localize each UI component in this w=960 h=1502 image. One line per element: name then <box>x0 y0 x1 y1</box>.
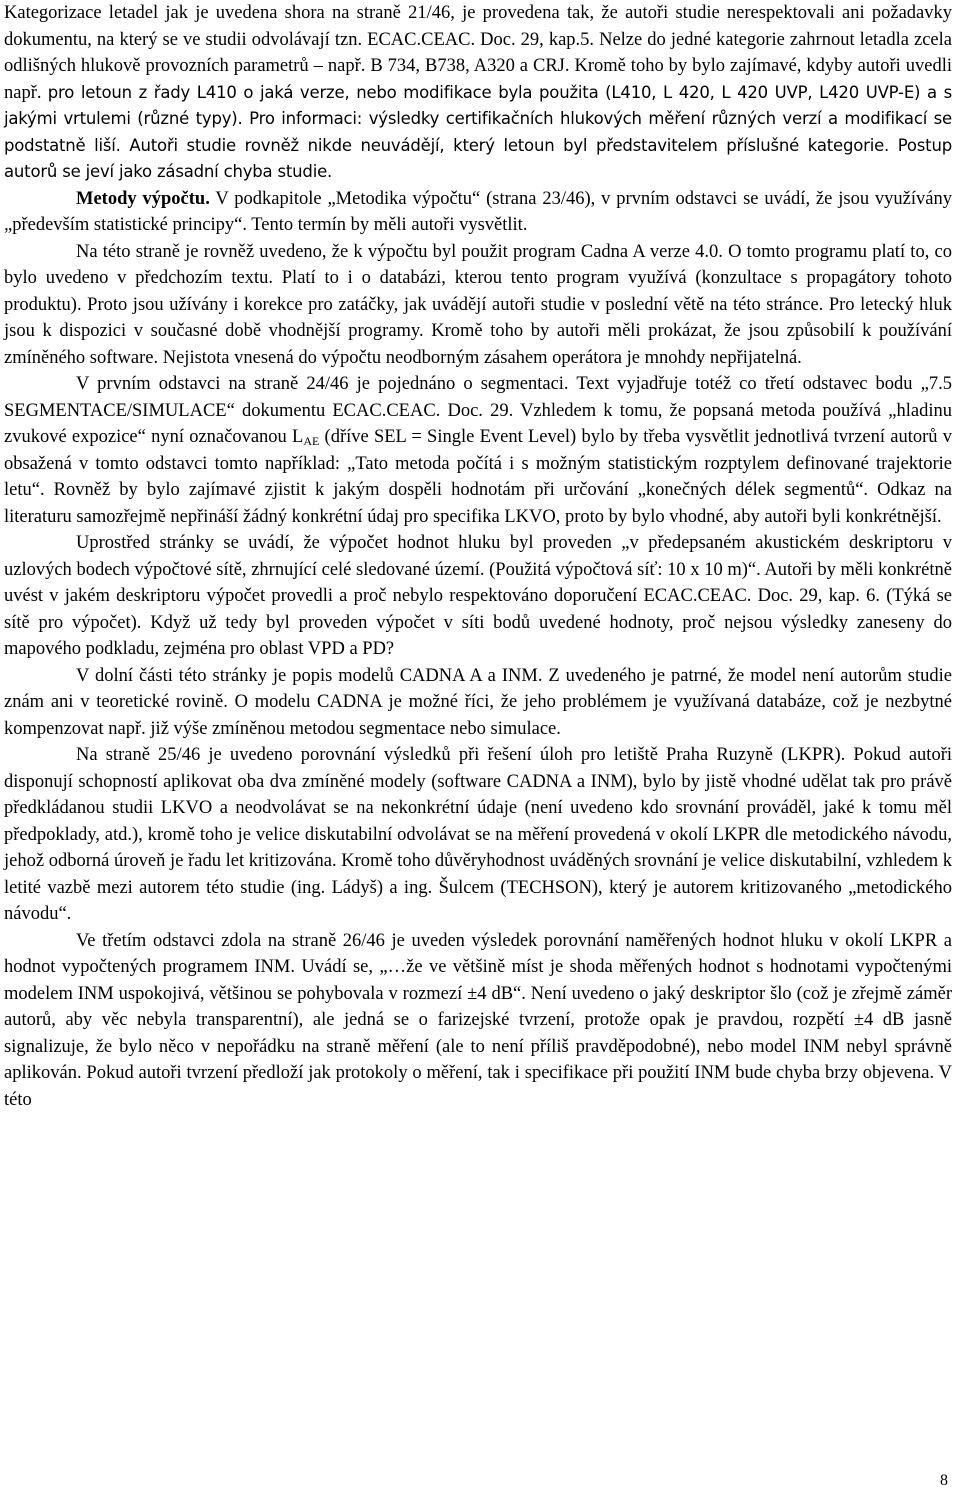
paragraph-aircraft-categorization <box>4 0 952 186</box>
section-heading: Metody výpočtu. <box>76 188 210 209</box>
paragraph-lkpr-comparison <box>4 742 952 928</box>
paragraph-text: Na straně 25/46 je uvedeno porovnání výsledků při řešení úloh pro letiště Praha Ruzyně (LKPR). Pokud autoři disponují schopností aplikovat oba dva zmíněné modely (software CADNA a INM), bylo by jistě vhodné udělat tak pro právě předkládanou studii LKVO a neodvolávat se na nekonkrétní údaje (není uvedeno kdo srovnání prováděl, jaké k tomu měl předpoklady, atd.), kromě toho je velice diskutabilní odvolávat se na měření provedená v okolí LKPR dle metodického návodu, jehož odborná úroveň je řadu let kritizována. Kromě toho důvěryhodnost uváděných srovnání je velice diskutabilní, vzhledem k letité vazbě mezi autorem této studie (ing. Ládyš) a ing. Šulcem (TECHSON), <box>4 745 952 898</box>
paragraph-text-sans: pro letoun z řady L410 o jaká verze, nebo modifikace byla použita (L410, L 420, L 420 UVP, L420 UVP-E) a s jakými vrtulemi (různé typy). Pro informaci: výsledky certifikačních hlukových měření různých verzí a modifikací se podstatně liší. Autoři studie rovněž nikde neuvádějí, který letoun byl představitelem příslušné kategorie. Postup autorů se jeví jako zásadní chyba studie. <box>4 82 952 181</box>
paragraph-text: (dříve SEL = Single Event Level) bylo by třeba vysvětlit jednotlivá tvrzení autorů v obsažená v tomto odstavci tomto například: „Tato metoda počítá i s možným statistickým rozptylem definované trajektorie letu“. Rovněž by bylo zajímavé zjistit k jakým dospěli hodnotám při určování „konečných délek segmentů“. Odkaz na literaturu samozřejmě nepřináší žádný konkrétní údaj pro specifika LKVO, proto by bylo vhodné, aby autoři byli konkrétnější. <box>4 427 952 527</box>
paragraph-cadna-program: Na této straně je rovněž uvedeno, že k výpočtu byl použit program Cadna A verze 4.0. O tomto programu platí to, co bylo uvedeno v předchozím textu. Platí to i o databázi, kterou tento program využívá (konzultace s propagátory tohoto produktu). Proto jsou užívány i korekce pro zatáčky, jak uvádějí autoři studie v poslední větě na této stránce. Pro letecký hluk jsou k dispozici v současné době vhodnější programy. Kromě toho by autoři měli prokázat, že jsou způsobilí k používání zmíněného software. Nejistota vnesená do výpočtu neodborným zásahem operátora je mnohdy nepřijatelná. <box>4 241 952 368</box>
paragraph-segmentation <box>4 371 952 530</box>
paragraph-text: který je autorem kritizovaného „metodického návodu“. <box>4 877 952 924</box>
paragraph-calculation-methods <box>4 186 952 239</box>
page-number: 8 <box>940 1472 948 1489</box>
paragraph-text: Kategorizace letadel jak je uvedena shora na straně 21/46, je provedena tak, že autoři studie nerespektovali ani požadavky dokumentu, na který se ve studii odvolávají tzn. ECAC.CEAC. Doc. 29, kap.5. Nelze do jedné kategorie zahrnout letadla zcela odlišných hlukově provozních parametrů – např. B 734, B738, A320 a CRJ. Kromě toho by bylo zajímavé, kdyby autoři uvedli např. <box>4 3 952 103</box>
paragraph-measurement-results: Ve třetím odstavci zdola na straně 26/46 je uveden výsledek porovnání naměřených hodnot hluku v okolí LKPR a hodnot vypočtených programem INM. Uvádí se, „…že ve většině míst je shoda měřených hodnot s hodnotami vypočtenými modelem INM uspokojivá, většinou se pohybovala v rozmezí ±4 dB“. Není uvedeno o jaký deskriptor šlo (což je zřejmě záměr autorů, aby věc nebyla transparentní), ale jedná se o farizejské tvrzení, protože opak je pravdou, rozpětí ±4 dB jasně signalizuje, že bylo něco v nepořádku na straně měření (ale to není příliš pravděpodobné), nebo model INM nebyl správně aplikován. Pokud autoři tvrzení předloží jak protokoly o měření, tak i specifikace při použití INM bude chyba brzy objevena. V této <box>4 930 952 1110</box>
document-body <box>4 0 952 1113</box>
paragraph-calculation-grid: Uprostřed stránky se uvádí, že výpočet hodnot hluku byl proveden „v předepsaném akustickém deskriptoru v uzlových bodech výpočtové sítě, zhrnující celé sledované území. (Použitá výpočtová síť: 10 x 10 m)“. Autoři by měli konkrétně uvést v jakém deskriptoru výpočet provedli a proč nebylo respektováno doporučení ECAC.CEAC. Doc. 29, kap. 6. (Týká se sítě pro výpočet). Když už tedy byl proveden výpočet v síti bodů uvedené hodnoty, proč nejsou výsledky zaneseny do mapového podkladu, zejména pro oblast VPD a PD? <box>4 533 952 659</box>
paragraph-text: V prvním odstavci na straně 24/46 je pojednáno o segmentaci. Text vyjadřuje totéž co třetí odstavec bodu „7.5 SEGMENTACE/SIMULACE“ dokumentu ECAC.CEAC. Doc. 29. Vzhledem k tomu, že popsaná metoda používá „hladinu zvukové expozice“ nyní označovanou L <box>4 374 952 447</box>
paragraph-text: V podkapitole „Metodika výpočtu“ (strana 23/46), v prvním odstavci se uvádí, že jsou využívány „především statistické principy“. Tento termín by měli autoři vysvětlit. <box>4 188 952 235</box>
subscript: AE <box>303 434 320 448</box>
paragraph-models-description: V dolní části této stránky je popis modelů CADNA A a INM. Z uvedeného je patrné, že model není autorům studie znám ani v teoretické rovině. O modelu CADNA je možné říci, že jeho problémem je využívaná databáze, což je nezbytné kompenzovat např. již výše zmíněnou metodou segmentace nebo simulace. <box>4 665 952 739</box>
